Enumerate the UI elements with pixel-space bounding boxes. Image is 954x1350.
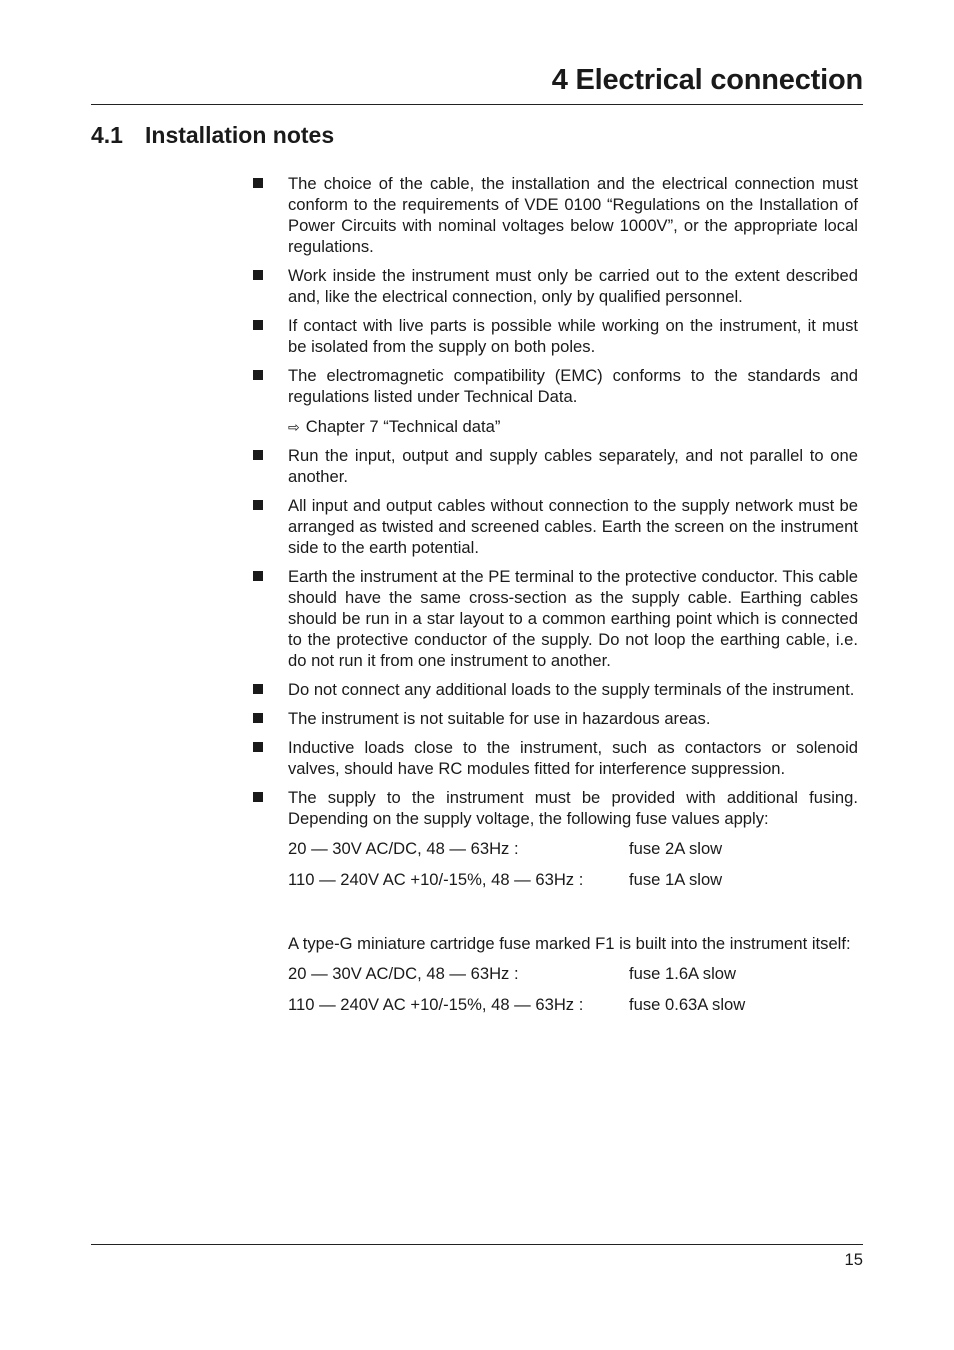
list-item-text: All input and output cables without connection to the supply network must be arranged as twisted and screened cables. Earth the screen on the instrument side to the earth potential.	[288, 496, 858, 557]
supply-condition: 20 — 30V AC/DC, 48 — 63Hz :	[288, 839, 519, 858]
chapter-reference-link[interactable]	[252, 416, 858, 438]
chapter-reference-text: Chapter 7 “Technical data”	[305, 417, 501, 436]
square-bullet-icon	[253, 450, 263, 460]
section-heading	[91, 122, 334, 149]
list-item	[252, 787, 858, 829]
page-number: 15	[844, 1250, 863, 1269]
fuse-value: fuse 2A slow	[629, 839, 723, 858]
chapter-title: 4 Electrical connection	[551, 64, 863, 96]
list-item-text: The supply to the instrument must be provided with additional fusing. Depending on the supply voltage, the following fuse values apply:	[288, 788, 858, 828]
supply-condition: 110 — 240V AC +10/-15%, 48 — 63Hz :	[288, 870, 584, 889]
list-item-text: If contact with live parts is possible while working on the instrument, it must be isolated from the supply on both poles.	[288, 316, 858, 356]
list-item	[252, 265, 858, 307]
list-item	[252, 737, 858, 779]
fuse-value: fuse 0.63A slow	[629, 995, 746, 1014]
supply-condition: 110 — 240V AC +10/-15%, 48 — 63Hz :	[288, 995, 584, 1014]
list-item	[252, 679, 858, 700]
square-bullet-icon	[253, 571, 263, 581]
fuse-value: fuse 1A slow	[629, 870, 723, 889]
fuse-row	[252, 838, 858, 860]
list-item-text: The electromagnetic compatibility (EMC) conforms to the standards and regulations listed under Technical Data.	[288, 366, 858, 406]
section-number: 4.1	[91, 122, 123, 148]
fuse-value: fuse 1.6A slow	[629, 964, 737, 983]
list-item	[252, 173, 858, 257]
list-item-text: Inductive loads close to the instrument, such as contactors or solenoid valves, should have RC modules fitted for interference suppression.	[288, 738, 858, 778]
list-item	[252, 566, 858, 671]
square-bullet-icon	[253, 684, 263, 694]
square-bullet-icon	[253, 270, 263, 280]
list-item-text: Run the input, output and supply cables separately, and not parallel to one another.	[288, 446, 858, 486]
footer-rule	[91, 1244, 863, 1245]
list-item	[252, 315, 858, 357]
list-item	[252, 365, 858, 407]
fuse-row	[252, 869, 858, 891]
square-bullet-icon	[253, 178, 263, 188]
header-rule	[91, 104, 863, 105]
fuse-row	[252, 963, 858, 985]
list-item-text: The instrument is not suitable for use in hazardous areas.	[288, 709, 711, 728]
arrow-right-icon: ⇨	[288, 419, 300, 435]
list-item	[252, 445, 858, 487]
section-title: Installation notes	[145, 122, 335, 148]
list-item-text: Earth the instrument at the PE terminal to the protective conductor. This cable should have the same cross-section as the supply cable. Earthing cables should be run in a star layout to a common earthing point which is connected to the protective conductor of the supply. Do not loop the earthing cable, i.e. do not run it from one instrument to another.	[288, 567, 858, 670]
list-item-text: Do not connect any additional loads to the supply terminals of the instrument.	[288, 680, 855, 699]
list-item-text: The choice of the cable, the installation and the electrical connection must conform to the requirements of VDE 0100 “Regulations on the Installation of Power Circuits with nominal voltages below 1000V”, or the appropriate local regulations.	[288, 174, 858, 256]
internal-fuse-note: A type-G miniature cartridge fuse marked F1 is built into the instrument itself:	[288, 934, 851, 953]
square-bullet-icon	[253, 713, 263, 723]
list-item-text: Work inside the instrument must only be carried out to the extent described and, like the electrical connection, only by qualified personnel.	[288, 266, 858, 306]
square-bullet-icon	[253, 792, 263, 802]
square-bullet-icon	[253, 370, 263, 380]
fuse-row	[252, 994, 858, 1016]
installation-notes-list	[252, 173, 858, 1016]
list-item	[252, 708, 858, 729]
square-bullet-icon	[253, 500, 263, 510]
supply-condition: 20 — 30V AC/DC, 48 — 63Hz :	[288, 964, 519, 983]
list-item	[252, 495, 858, 558]
square-bullet-icon	[253, 742, 263, 752]
square-bullet-icon	[253, 320, 263, 330]
